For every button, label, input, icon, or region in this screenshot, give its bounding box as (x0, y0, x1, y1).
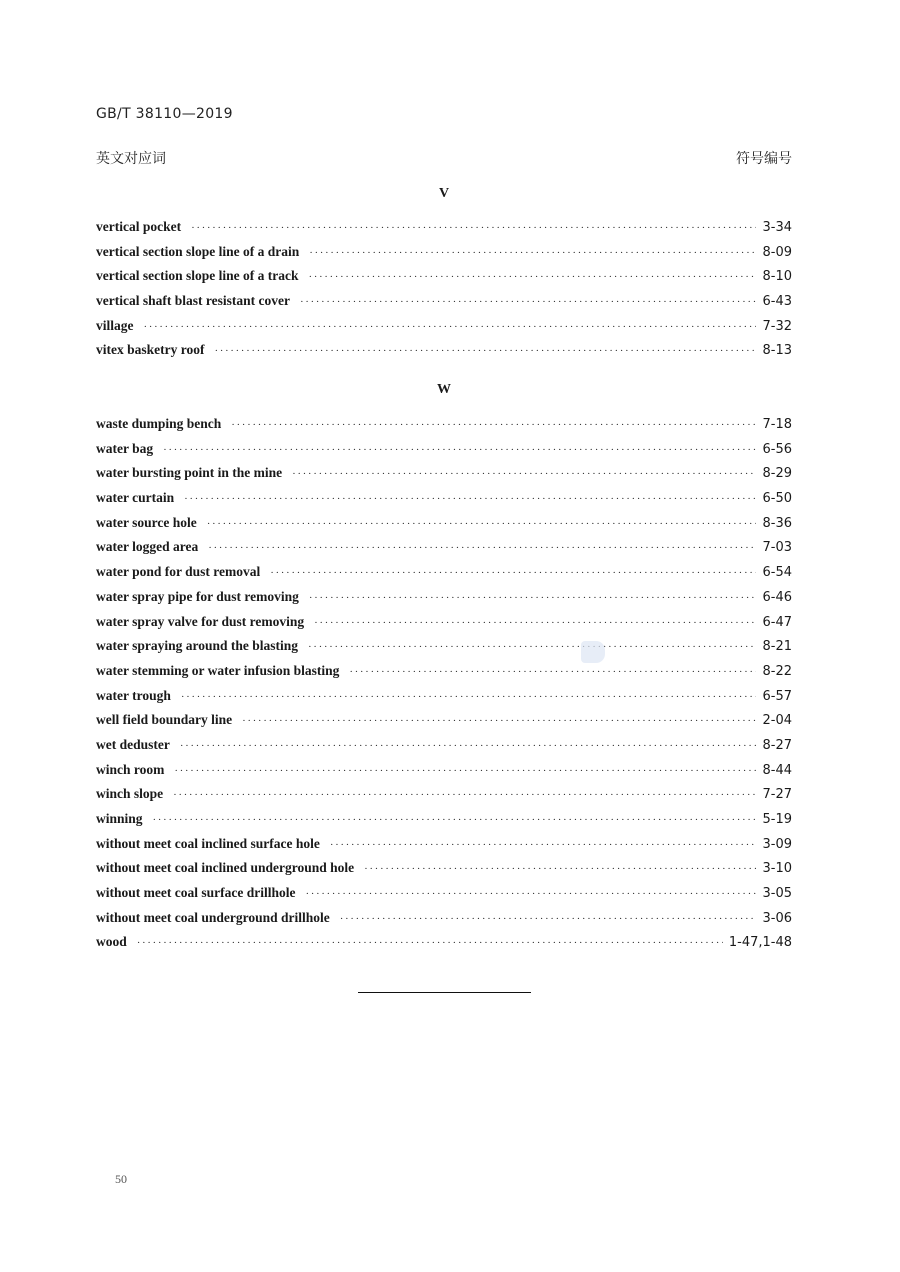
index-entry (96, 737, 792, 762)
dot-leader (309, 247, 756, 259)
entry-term: water pond for dust removal (96, 564, 261, 580)
standard-code: GB/T 38110—2019 (96, 106, 233, 122)
entry-symbol-code: 7-03 (762, 540, 792, 556)
entry-symbol-code: 6-47 (762, 614, 792, 630)
entry-term: water logged area (96, 539, 199, 555)
entry-term: vertical pocket (96, 219, 182, 234)
entry-symbol-code: 6-43 (762, 294, 792, 310)
entry-symbol-code: 7-27 (762, 787, 792, 803)
entry-symbol-code: 8-10 (762, 269, 792, 285)
index-entry (96, 910, 792, 935)
entry-symbol-code: 3-06 (762, 910, 792, 926)
dot-leader (340, 913, 757, 925)
index-entry (96, 663, 792, 688)
entry-term: water bag (96, 440, 154, 456)
index-entry (96, 268, 792, 293)
index-entry (96, 638, 792, 663)
dot-leader (300, 296, 757, 308)
entry-term: water spraying around the blasting (96, 638, 299, 654)
entry-symbol-code: 8-21 (762, 639, 792, 655)
index-entry (96, 934, 792, 959)
entry-term: water curtain (96, 490, 175, 506)
index-entry (96, 465, 792, 490)
entry-term: without meet coal inclined underground hole (96, 860, 355, 876)
dot-leader (137, 937, 723, 949)
index-entry (96, 318, 792, 343)
watermark-logo (581, 641, 605, 663)
english-term-column-header: 英文对应词 (96, 151, 166, 167)
page-number: 50 (115, 1172, 127, 1186)
entry-symbol-code: 3-05 (762, 886, 792, 902)
dot-leader (308, 271, 756, 283)
dot-leader (153, 814, 757, 826)
index-entry (96, 762, 792, 787)
entry-symbol-code: 6-56 (762, 441, 792, 457)
index-entry (96, 885, 792, 910)
entry-term: without meet coal inclined surface hole (96, 835, 320, 851)
symbol-number-column-header: 符号编号 (736, 151, 792, 167)
entry-term: vertical section slope line of a drain (96, 243, 300, 259)
entry-symbol-code: 7-18 (762, 417, 792, 432)
entry-symbol-code: 1-47,1-48 (728, 935, 792, 951)
index-entry (96, 539, 792, 564)
entry-symbol-code: 3-10 (762, 861, 792, 877)
index-entry (96, 490, 792, 515)
end-rule (358, 992, 531, 993)
entry-term: wood (96, 934, 127, 950)
dot-leader (314, 617, 756, 629)
entry-term: waste dumping bench (96, 416, 222, 431)
dot-leader (163, 444, 756, 456)
dot-leader (308, 641, 756, 653)
index-entry (96, 836, 792, 861)
entry-symbol-code: 8-27 (762, 737, 792, 753)
entry-symbol-code: 8-44 (762, 762, 792, 778)
dot-leader (305, 888, 756, 900)
index-entry (96, 515, 792, 540)
index-entry (96, 441, 792, 466)
dot-leader (181, 691, 757, 703)
entry-term: wet deduster (96, 736, 170, 752)
index-entry (96, 860, 792, 885)
index-entry (96, 614, 792, 639)
dot-leader (242, 715, 756, 727)
entry-term: water bursting point in the mine (96, 465, 283, 481)
entry-term: water spray valve for dust removing (96, 613, 305, 629)
section-letter-w: W (437, 382, 451, 397)
dot-leader (208, 542, 756, 554)
dot-leader (180, 740, 757, 752)
entry-symbol-code: 8-29 (762, 466, 792, 482)
entry-symbol-code: 6-50 (762, 491, 792, 507)
entry-term: winning (96, 811, 143, 826)
index-entry (96, 564, 792, 589)
entry-symbol-code: 6-46 (762, 589, 792, 605)
index-entry (96, 219, 792, 244)
dot-leader (349, 666, 756, 678)
entry-term: water trough (96, 687, 171, 703)
dot-leader (184, 493, 756, 505)
index-entry (96, 688, 792, 713)
index-entry (96, 589, 792, 614)
index-entry (96, 712, 792, 737)
index-entry (96, 342, 792, 367)
index-entry (96, 416, 792, 441)
index-list-v (96, 219, 792, 367)
dot-leader (191, 222, 756, 234)
entry-symbol-code: 8-13 (762, 343, 792, 359)
entry-symbol-code: 8-09 (762, 244, 792, 260)
entry-term: vertical section slope line of a track (96, 268, 299, 284)
entry-term: winch room (96, 761, 165, 777)
entry-term: winch slope (96, 786, 164, 802)
index-entry (96, 811, 792, 836)
section-letter-v: V (438, 186, 450, 201)
index-list-w (96, 416, 792, 959)
entry-symbol-code: 7-32 (762, 318, 792, 334)
entry-symbol-code: 6-57 (762, 688, 792, 704)
entry-term: water stemming or water infusion blasting (96, 662, 340, 678)
entry-term: vitex basketry roof (96, 342, 205, 358)
index-entry (96, 293, 792, 318)
dot-leader (309, 592, 757, 604)
dot-leader (174, 765, 756, 777)
entry-symbol-code: 3-34 (762, 220, 792, 235)
entry-term: water source hole (96, 514, 197, 530)
index-entry (96, 244, 792, 269)
dot-leader (330, 839, 757, 851)
dot-leader (144, 321, 757, 333)
entry-symbol-code: 8-36 (762, 515, 792, 531)
entry-term: without meet coal underground drillhole (96, 909, 330, 925)
dot-leader (207, 518, 757, 530)
dot-leader (292, 468, 756, 480)
entry-symbol-code: 5-19 (762, 812, 792, 827)
entry-term: water spray pipe for dust removing (96, 588, 299, 604)
dot-leader (173, 789, 756, 801)
dot-leader (270, 567, 756, 579)
entry-symbol-code: 3-09 (762, 836, 792, 852)
dot-leader (231, 419, 756, 431)
entry-symbol-code: 8-22 (762, 663, 792, 679)
entry-symbol-code: 2-04 (762, 713, 792, 729)
entry-term: without meet coal surface drillhole (96, 885, 296, 901)
dot-leader (364, 863, 756, 875)
entry-symbol-code: 6-54 (762, 565, 792, 581)
index-entry (96, 786, 792, 811)
entry-term: well field boundary line (96, 712, 233, 728)
entry-term: village (96, 317, 134, 333)
entry-term: vertical shaft blast resistant cover (96, 293, 290, 309)
dot-leader (214, 345, 756, 357)
